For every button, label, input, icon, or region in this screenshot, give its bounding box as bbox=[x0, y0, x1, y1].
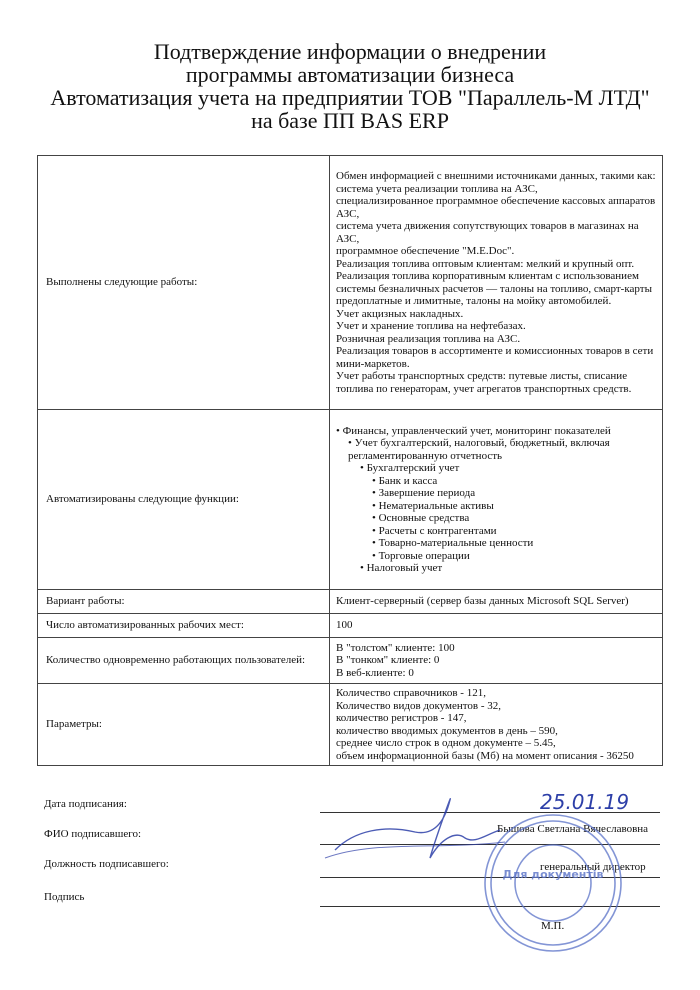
function-item: • Финансы, управленческий учет, мониторинг показателей bbox=[336, 424, 611, 437]
function-item: • Торговые операции bbox=[372, 549, 470, 562]
workplaces-value: 100 bbox=[330, 614, 663, 638]
functions-label: Автоматизированы следующие функции: bbox=[38, 410, 330, 590]
works-line: система учета движения сопутствующих товаров в магазинах на АЗС, bbox=[336, 220, 639, 245]
function-item: • Основные средства bbox=[372, 512, 470, 524]
works-line: Реализация топлива оптовым клиентам: мелкий и крупный опт. bbox=[336, 257, 635, 270]
works-line: Учет акцизных накладных. bbox=[336, 307, 464, 320]
users-label: Количество одновременно работающих пользователей: bbox=[38, 638, 330, 684]
param-line: количество вводимых документов в день – 590, bbox=[336, 724, 558, 737]
position-value: генеральный директор bbox=[540, 861, 646, 873]
works-line: Учет работы транспортных средств: путевые листы, списание топлива по генераторам, учет агрегатов транспортных средств. bbox=[336, 370, 632, 395]
function-item: • Завершение периода bbox=[372, 487, 476, 499]
handwritten-date: 25.01.19 bbox=[540, 790, 630, 814]
name-label: ФИО подписавшего: bbox=[44, 828, 142, 840]
variant-label: Вариант работы: bbox=[38, 590, 330, 614]
variant-value: Клиент-серверный (сервер базы данных Microsoft SQL Server) bbox=[330, 590, 663, 614]
function-item: • Учет бухгалтерский, налоговый, бюджетный, включая регламентированную отчетность bbox=[348, 437, 610, 462]
users-line: В "тонком" клиенте: 0 bbox=[336, 654, 440, 667]
works-line: Учет и хранение топлива на нефтебазах. bbox=[336, 320, 526, 332]
mp-label: М.П. bbox=[541, 920, 565, 932]
title-line-4: на базе ПП BAS ERP bbox=[251, 108, 449, 133]
param-line: количество регистров - 147, bbox=[336, 712, 467, 724]
works-line: система учета реализации топлива на АЗС, bbox=[336, 182, 538, 195]
name-value: Бышова Светлана Вячеславовна bbox=[497, 823, 649, 835]
works-label: Выполнены следующие работы: bbox=[38, 156, 330, 410]
title-line-1: Подтверждение информации о внедрении bbox=[153, 39, 547, 64]
function-item: • Расчеты с контрагентами bbox=[372, 524, 497, 537]
function-item: • Нематериальные активы bbox=[372, 499, 494, 512]
function-item: • Банк и касса bbox=[372, 474, 438, 487]
users-line: В веб-клиенте: 0 bbox=[336, 666, 414, 679]
position-label: Должность подписавшего: bbox=[44, 858, 169, 870]
params-label: Параметры: bbox=[38, 684, 330, 766]
works-line: Реализация топлива корпоративным клиентам с использованием системы безналичных расчетов — талоны на топливо, смарт-карты предоплатные и лимитные, талоны на мойку автомобилей. bbox=[336, 270, 652, 307]
works-line: программное обеспечение "M.E.Doc". bbox=[336, 245, 515, 257]
users-line: В "толстом" клиенте: 100 bbox=[336, 641, 455, 654]
workplaces-label: Число автоматизированных рабочих мест: bbox=[38, 614, 330, 638]
function-item: • Товарно-материальные ценности bbox=[372, 537, 534, 549]
date-label: Дата подписания: bbox=[44, 798, 127, 810]
title-line-2: программы автоматизации бизнеса bbox=[185, 62, 515, 87]
works-line: Реализация товаров в ассортименте и комиссионных товаров в сети мини-маркетов. bbox=[336, 345, 654, 370]
param-line: объем информационной базы (Мб) на момент описания - 36250 bbox=[336, 749, 634, 762]
works-line: Розничная реализация топлива на АЗС. bbox=[336, 332, 521, 345]
stamp-text: Для документів bbox=[502, 868, 604, 881]
param-line: среднее число строк в одном документе – 5.45, bbox=[336, 737, 556, 749]
function-item: • Бухгалтерский учет bbox=[360, 462, 460, 474]
works-line: Обмен информацией с внешними источниками данных, такими как: bbox=[336, 170, 656, 182]
works-line: специализированное программное обеспечение кассовых аппаратов АЗС, bbox=[336, 195, 656, 220]
signature-scribble bbox=[315, 780, 515, 880]
function-item: • Налоговый учет bbox=[360, 562, 443, 574]
param-line: Количество справочников - 121, bbox=[336, 687, 486, 699]
title-line-3: Автоматизация учета на предприятии ТОВ "Параллель-М ЛТД" bbox=[50, 85, 650, 110]
param-line: Количество видов документов - 32, bbox=[336, 699, 502, 712]
sign-label: Подпись bbox=[44, 891, 85, 903]
